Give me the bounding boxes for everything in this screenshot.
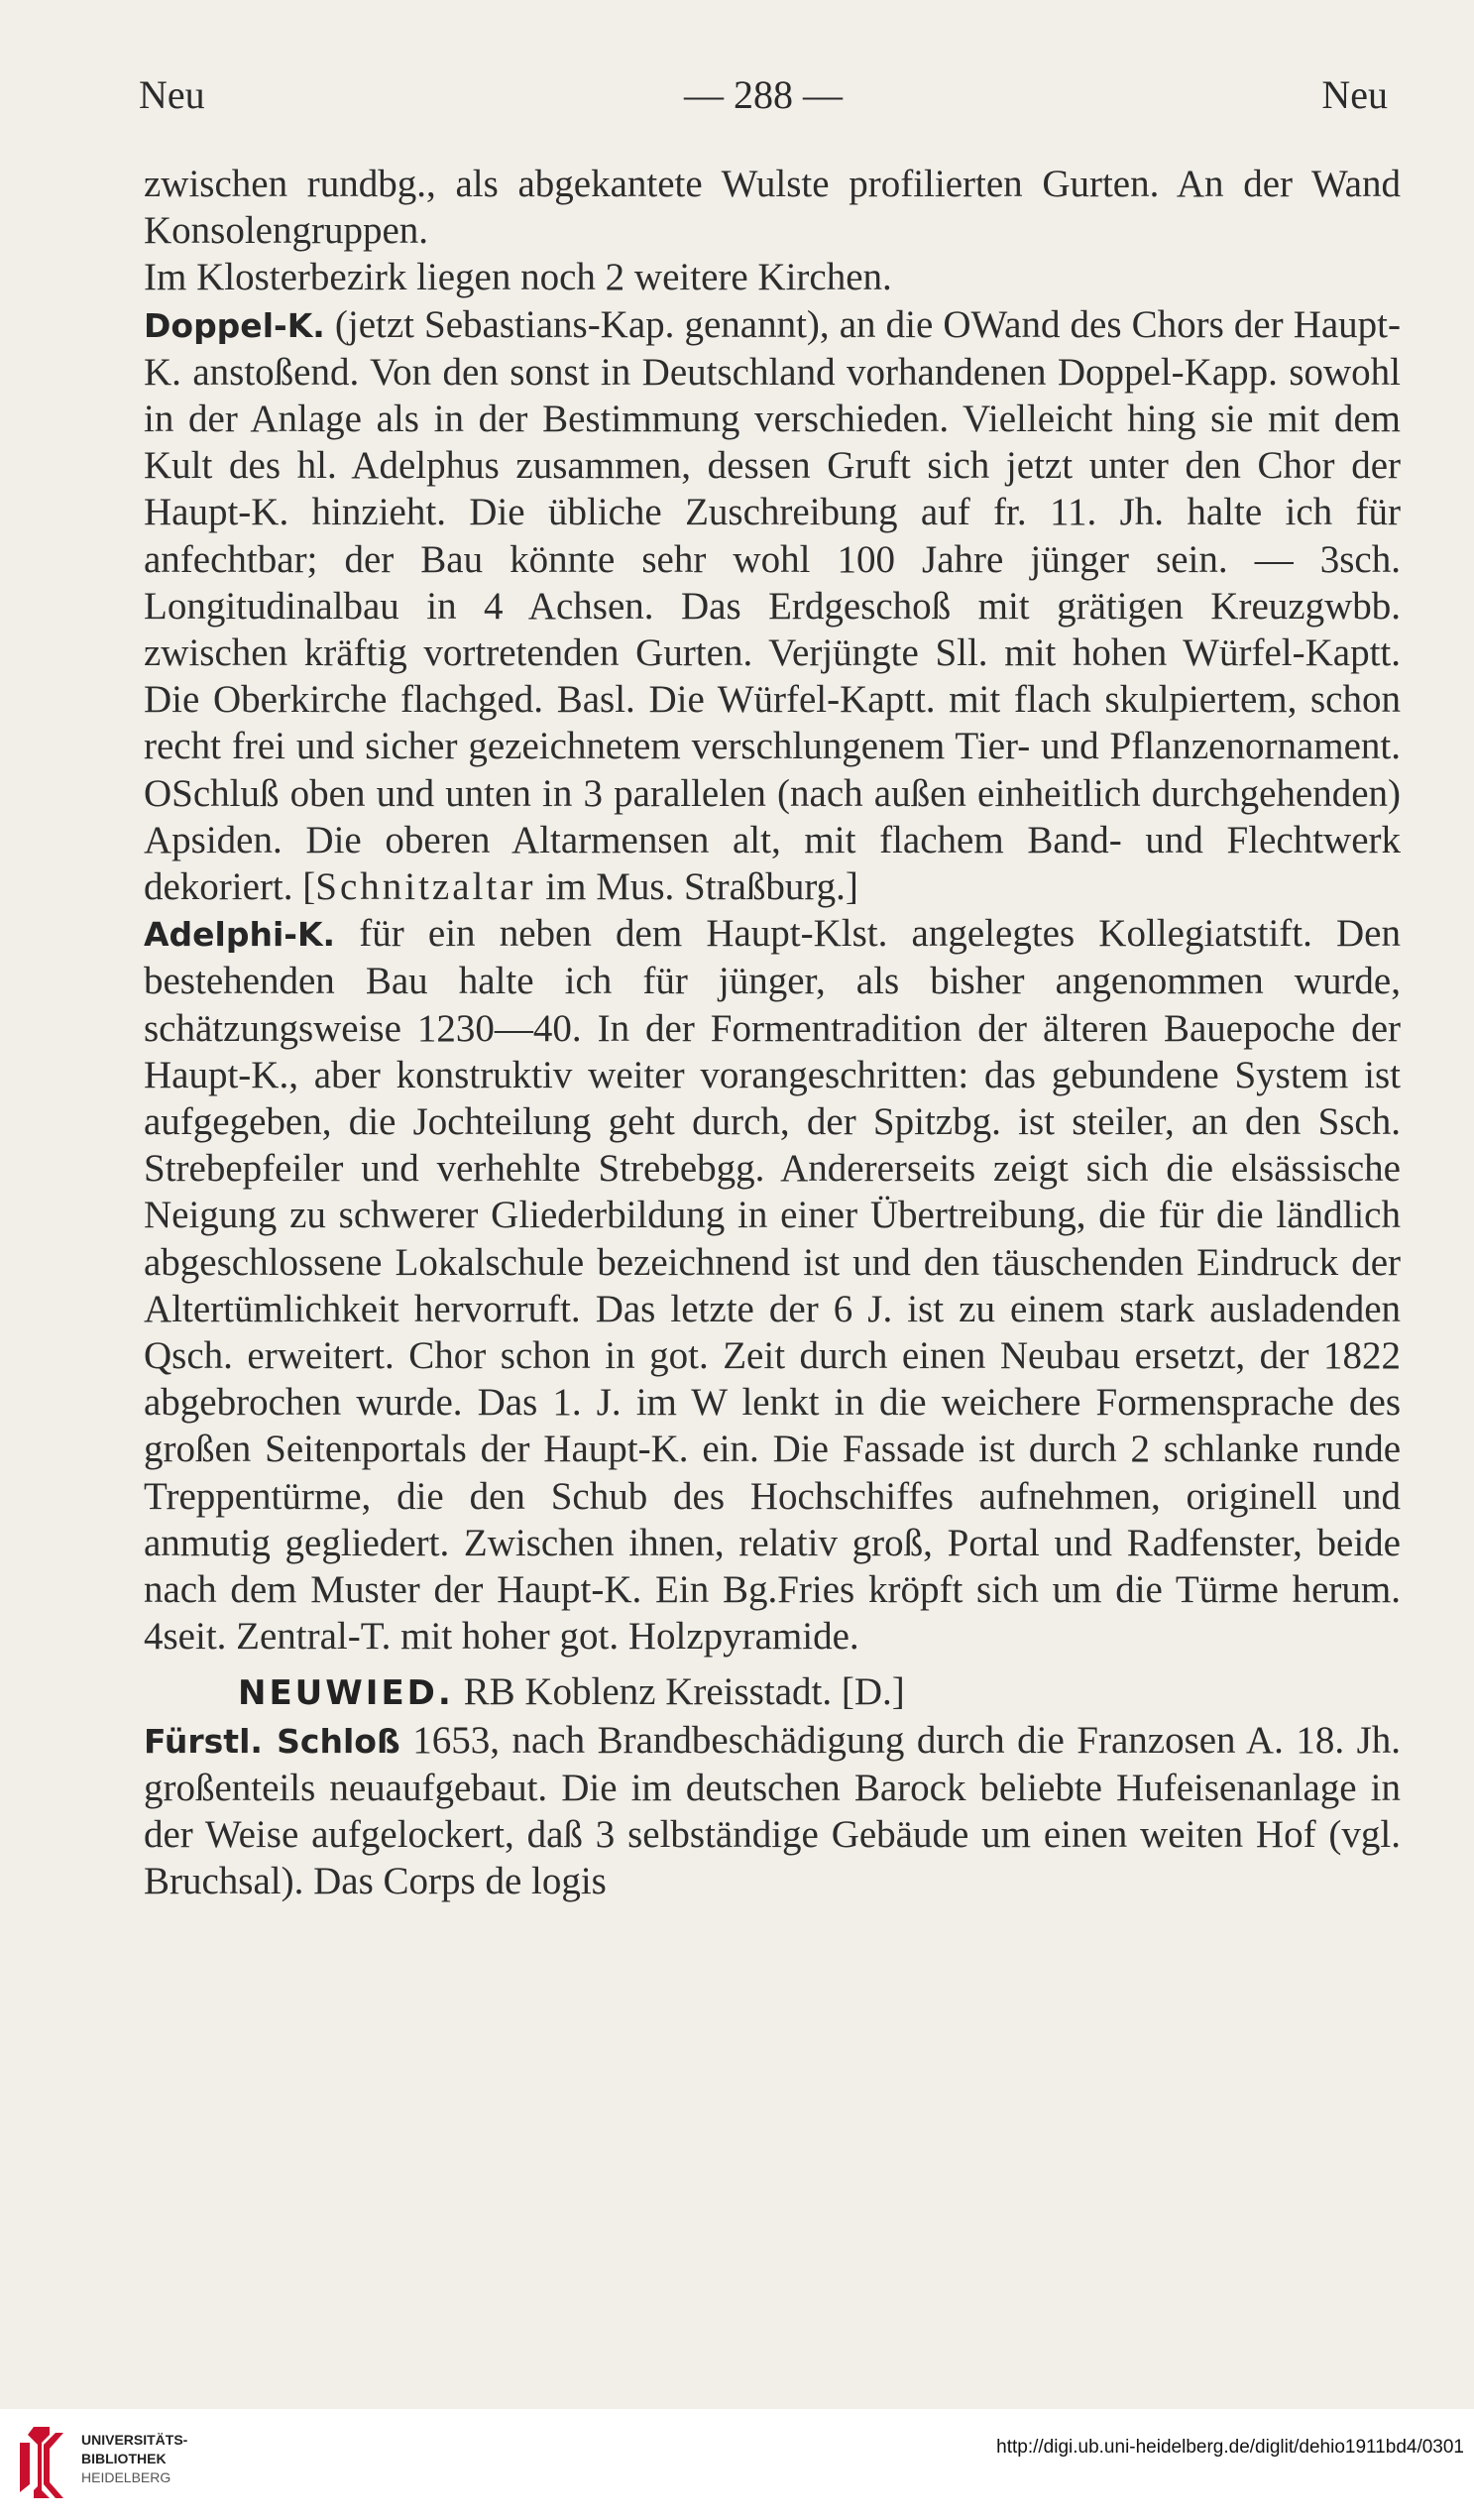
library-name-line-1: UNIVERSITÄTS- (81, 2432, 188, 2448)
headword-fuerstl-schloss: Fürstl. Schloß (144, 1721, 400, 1761)
place-info-neuwied: RB Koblenz Kreisstadt. [D.] (453, 1669, 905, 1713)
entry-doppel-k (144, 301, 1401, 911)
running-header (139, 71, 1388, 131)
headword-doppel-k: Doppel-K. (144, 305, 325, 345)
paragraph-wulste: zwischen rundbg., als abgekantete Wulste profilierten Gurten. An der Wand Konsolengruppen. (144, 163, 1401, 253)
entry-adelphi-k (144, 910, 1401, 1660)
header-right-keyword: Neu (1321, 72, 1388, 117)
entry-adelphi-k-text: für ein neben dem Haupt-Klst. angelegtes Kollegiatstift. Den bestehenden Bau halte ich für jünger, als bisher angenommen wurde, schätzungsweise 1230—40. In der Formentradition der älteren Bauepoche der Haupt-K., aber konstruktiv weiter vorangeschritten: das gebundene System ist aufgegeben, die Jochteilung geht durch, der Spitzbg. ist steiler, an den Ssch. Strebepfeiler und verhehlte Strebebgg. Andererseits zeigt sich die elsässische Neigung zu schwerer Gliederbildung in einer Übertreibung, die für die ländlich abgeschlossene Lokalschule bezeichnend ist und den täuschenden Eindruck der Altertümlichkeit hervorruft. Das letzte der 6 J. ist zu einem stark ausladenden Qsch. erweitert. Chor schon in got. Zeit durch einen Neubau ersetzt, der 1822 abgebrochen wurde. Das 1. J. im W lenkt in die weichere Formensprache des großen Seitenportals der Haupt-K. ein. Die Fassade ist durch 2 schlanke runde Treppentürme, die den Schub des Hochschiffes aufnehmen, originell und anmutig gegliedert. Zwischen ihnen, relativ groß, Portal und Radfenster, beide nach dem Muster der Haupt-K. Ein Bg.Fries kröpft sich um die Türme herum. 4seit. Zentral-T. mit hoher got. Holzpyramide. (144, 912, 1401, 1659)
library-name-line-2: BIBLIOTHEK (81, 2451, 167, 2466)
spaced-term-schnitzaltar: Schnitzaltar (315, 865, 536, 909)
source-url[interactable]: http://digi.ub.uni-heidelberg.de/diglit/dehio1911bd4/0301 (996, 2437, 1464, 2458)
digitization-footer (0, 2409, 1474, 2520)
paragraph-klosterbezirk: Im Klosterbezirk liegen noch 2 weitere Kirchen. (144, 256, 892, 299)
entry-fuerstl-schloss (144, 1717, 1401, 1905)
entry-doppel-k-text-end: im Mus. Straßburg.] (535, 865, 858, 909)
entry-doppel-k-text: (jetzt Sebastians-Kap. genannt), an die OWand des Chors der Haupt-K. anstoßend. Von den sonst in Deutschland vorhandenen Doppel-Kapp. sowohl in der Anlage als in der Bestimmung verschieden. Vielleicht hing sie mit dem Kult des hl. Adelphus zusammen, dessen Gruft sich jetzt unter den Chor der Haupt-K. hinzieht. Die übliche Zuschreibung auf fr. 11. Jh. halte ich für anfechtbar; der Bau könnte sehr wohl 100 Jahre jünger sein. — 3sch. Longitudinalbau in 4 Achsen. Das Erdgeschoß mit grätigen Kreuzgwbb. zwischen kräftig vortretenden Gurten. Verjüngte Sll. mit hohen Würfel-Kaptt. Die Oberkirche flachged. Basl. Die Würfel-Kaptt. mit flach skulpiertem, schon recht frei und sicher gezeichnetem verschlungenem Tier- und Pflanzenornament. OSchluß oben und unten in 3 parallelen (nach außen einheitlich durchgehenden) Apsiden. Die oberen Altarmensen alt, mit flachem Band- und Flechtwerk dekoriert. [ (144, 302, 1401, 909)
headword-adelphi-k: Adelphi-K. (144, 915, 336, 955)
library-name-line-3: HEIDELBERG (81, 2469, 171, 2485)
library-name (81, 2431, 187, 2487)
place-heading-neuwied (144, 1668, 1401, 1717)
header-left-keyword: Neu (139, 72, 205, 117)
entry-fuerstl-schloss-text: 1653, nach Brandbeschädigung durch die Franzosen A. 18. Jh. großenteils neuaufgebaut. Die im deutschen Barock beliebte Hufeisenanlage in der Weise aufgelockert, daß 3 selbständige Gebäude um einen weiten Hof (vgl. Bruchsal). Das Corps de logis (144, 1718, 1401, 1903)
university-library-logo-icon (14, 2421, 69, 2504)
page-number: — 288 — (684, 72, 843, 117)
place-name-neuwied: NEUWIED. (238, 1672, 454, 1713)
body-text (144, 161, 1401, 1905)
